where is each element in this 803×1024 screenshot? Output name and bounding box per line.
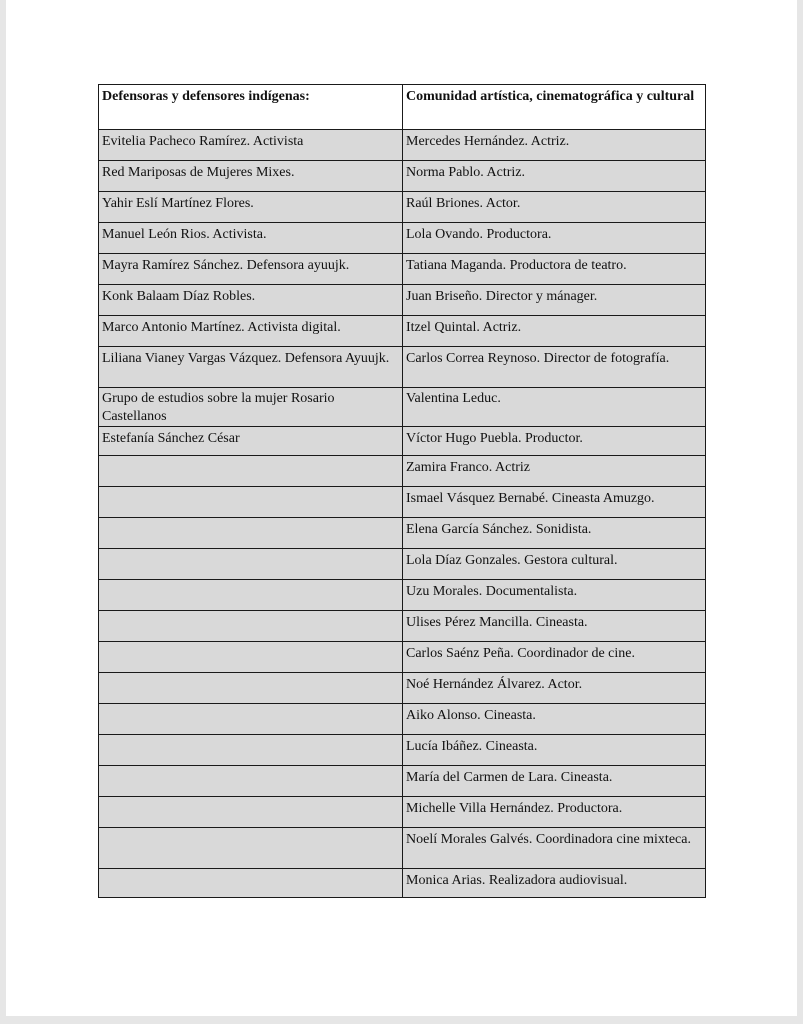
table-row xyxy=(99,766,706,797)
artist-name: Zamira Franco. Actriz xyxy=(406,460,531,475)
artist-name: Itzel Quintal. Actriz. xyxy=(406,320,522,335)
cell-defender xyxy=(99,254,403,285)
table-row xyxy=(99,223,706,254)
cell-artist xyxy=(403,518,706,549)
artist-name: Monica Arias. Realizadora audiovisual. xyxy=(406,873,628,888)
defender-name xyxy=(102,487,399,489)
defender-name xyxy=(102,611,399,613)
artist-name: Juan Briseño. Director y mánager. xyxy=(406,289,598,304)
cell-artist xyxy=(403,316,706,347)
cell-defender xyxy=(99,161,403,192)
cell-defender xyxy=(99,388,403,427)
cell-artist xyxy=(403,549,706,580)
defender-name xyxy=(102,642,399,644)
table-row xyxy=(99,869,706,898)
cell-artist xyxy=(403,254,706,285)
cell-artist xyxy=(403,487,706,518)
artist-name: Noelí Morales Galvés. Coordinadora cine mixteca. xyxy=(406,832,691,847)
cell-defender xyxy=(99,549,403,580)
table-row xyxy=(99,549,706,580)
names-table xyxy=(98,84,706,898)
cell-artist xyxy=(403,161,706,192)
cell-defender xyxy=(99,347,403,388)
table-row xyxy=(99,192,706,223)
table-row xyxy=(99,456,706,487)
defender-name xyxy=(102,828,399,830)
cell-artist xyxy=(403,869,706,898)
table-row xyxy=(99,611,706,642)
cell-defender xyxy=(99,223,403,254)
artist-name: Uzu Morales. Documentalista. xyxy=(406,584,578,599)
defender-name xyxy=(102,797,399,799)
cell-defender xyxy=(99,766,403,797)
artist-name: Carlos Saénz Peña. Coordinador de cine. xyxy=(406,646,635,661)
cell-defender xyxy=(99,316,403,347)
cell-artist xyxy=(403,456,706,487)
table-row xyxy=(99,673,706,704)
defender-name xyxy=(102,456,399,458)
defender-name: Estefanía Sánchez César xyxy=(102,431,240,446)
cell-artist xyxy=(403,130,706,161)
artist-name: Carlos Correa Reynoso. Director de fotografía. xyxy=(406,351,670,366)
cell-defender xyxy=(99,192,403,223)
cell-defender xyxy=(99,611,403,642)
cell-defender xyxy=(99,642,403,673)
defender-name: Marco Antonio Martínez. Activista digital. xyxy=(102,320,341,335)
cell-artist xyxy=(403,642,706,673)
table-row xyxy=(99,427,706,456)
artist-name: Tatiana Maganda. Productora de teatro. xyxy=(406,258,627,273)
table-row xyxy=(99,518,706,549)
cell-defender xyxy=(99,285,403,316)
defender-name: Mayra Ramírez Sánchez. Defensora ayuujk. xyxy=(102,258,350,273)
cell-defender xyxy=(99,828,403,869)
defender-name: Red Mariposas de Mujeres Mixes. xyxy=(102,165,295,180)
cell-defender xyxy=(99,130,403,161)
artist-name: Ismael Vásquez Bernabé. Cineasta Amuzgo. xyxy=(406,491,655,506)
artist-name: Lucía Ibáñez. Cineasta. xyxy=(406,739,538,754)
cell-defender xyxy=(99,797,403,828)
table-row xyxy=(99,254,706,285)
artist-name: Lola Ovando. Productora. xyxy=(406,227,552,242)
cell-defender xyxy=(99,518,403,549)
table-row xyxy=(99,735,706,766)
cell-defender xyxy=(99,673,403,704)
artist-name: Michelle Villa Hernández. Productora. xyxy=(406,801,623,816)
table-row xyxy=(99,704,706,735)
defender-name: Konk Balaam Díaz Robles. xyxy=(102,289,256,304)
table-header-row xyxy=(99,85,706,130)
artist-name: Noé Hernández Álvarez. Actor. xyxy=(406,677,583,692)
artist-name: Elena García Sánchez. Sonidista. xyxy=(406,522,592,537)
defender-name xyxy=(102,735,399,737)
cell-defender xyxy=(99,735,403,766)
artist-name: María del Carmen de Lara. Cineasta. xyxy=(406,770,613,785)
cell-artist xyxy=(403,388,706,427)
artist-name: Valentina Leduc. xyxy=(406,391,501,406)
cell-defender xyxy=(99,427,403,456)
defender-name xyxy=(102,549,399,551)
artist-name: Raúl Briones. Actor. xyxy=(406,196,521,211)
cell-artist xyxy=(403,427,706,456)
cell-artist xyxy=(403,192,706,223)
document-page xyxy=(6,0,797,1016)
artist-name: Víctor Hugo Puebla. Productor. xyxy=(406,431,583,446)
table-row xyxy=(99,316,706,347)
cell-artist xyxy=(403,735,706,766)
cell-artist xyxy=(403,797,706,828)
cell-artist xyxy=(403,766,706,797)
defender-name: Liliana Vianey Vargas Vázquez. Defensora Ayuujk. xyxy=(102,351,390,366)
cell-artist xyxy=(403,673,706,704)
defender-name xyxy=(102,869,399,871)
table-row xyxy=(99,285,706,316)
artist-name: Lola Díaz Gonzales. Gestora cultural. xyxy=(406,553,618,568)
cell-artist xyxy=(403,347,706,388)
table-row xyxy=(99,161,706,192)
header-indigenous-defenders: Defensoras y defensores indígenas: xyxy=(99,85,403,130)
table-row xyxy=(99,580,706,611)
artist-name: Norma Pablo. Actriz. xyxy=(406,165,525,180)
defender-name xyxy=(102,673,399,675)
defender-name: Manuel León Rios. Activista. xyxy=(102,227,267,242)
table-row xyxy=(99,130,706,161)
defender-name: Yahir Eslí Martínez Flores. xyxy=(102,196,254,211)
header-artistic-community: Comunidad artística, cinematográfica y cultural xyxy=(403,85,706,130)
cell-defender xyxy=(99,580,403,611)
cell-artist xyxy=(403,223,706,254)
table-row xyxy=(99,347,706,388)
cell-artist xyxy=(403,580,706,611)
artist-name: Ulises Pérez Mancilla. Cineasta. xyxy=(406,615,588,630)
table-row xyxy=(99,388,706,427)
table-row xyxy=(99,797,706,828)
table-row xyxy=(99,487,706,518)
defender-name: Evitelia Pacheco Ramírez. Activista xyxy=(102,134,304,149)
table-row xyxy=(99,642,706,673)
cell-defender xyxy=(99,869,403,898)
cell-artist xyxy=(403,828,706,869)
cell-defender xyxy=(99,456,403,487)
defender-name xyxy=(102,704,399,706)
artist-name: Mercedes Hernández. Actriz. xyxy=(406,134,570,149)
cell-defender xyxy=(99,487,403,518)
defender-name xyxy=(102,580,399,582)
table-body xyxy=(99,130,706,898)
cell-defender xyxy=(99,704,403,735)
cell-artist xyxy=(403,285,706,316)
table-row xyxy=(99,828,706,869)
cell-artist xyxy=(403,704,706,735)
artist-name: Aiko Alonso. Cineasta. xyxy=(406,708,536,723)
cell-artist xyxy=(403,611,706,642)
defender-name xyxy=(102,766,399,768)
defender-name: Grupo de estudios sobre la mujer Rosario Castellanos xyxy=(102,391,335,424)
defender-name xyxy=(102,518,399,520)
